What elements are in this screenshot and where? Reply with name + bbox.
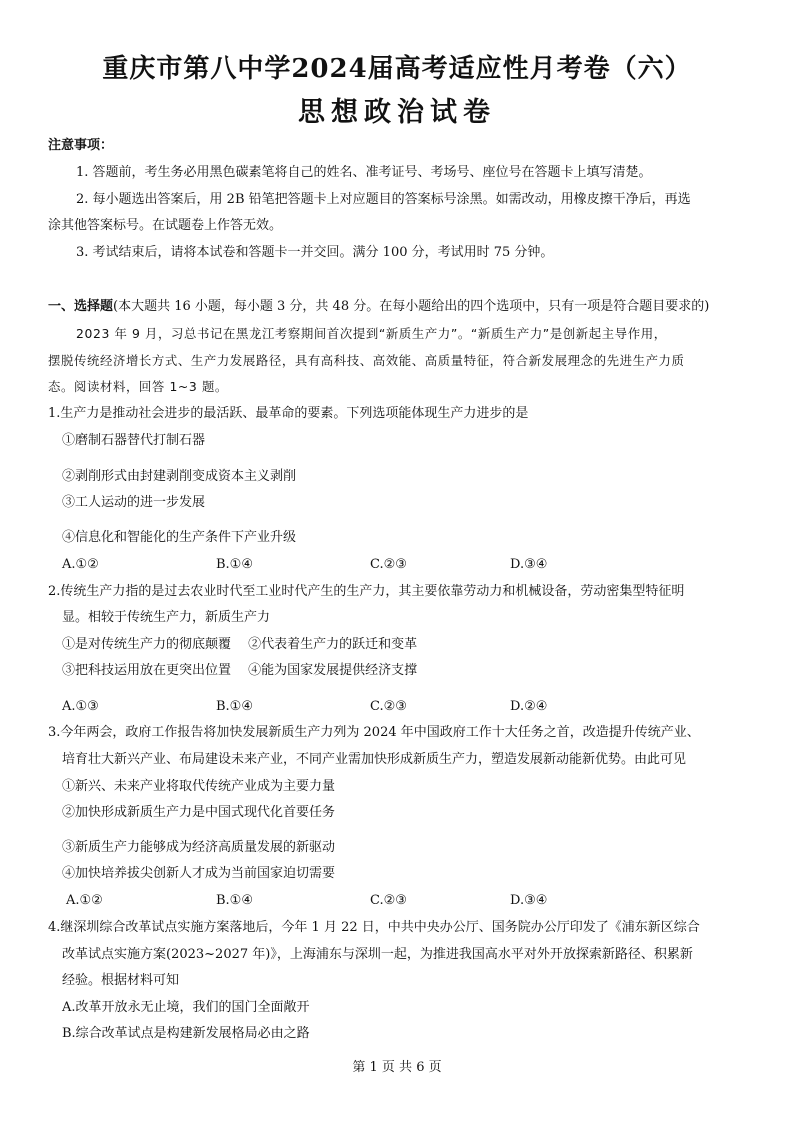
q1-option-4: ④信息化和智能化的生产条件下产业升级 — [62, 530, 297, 545]
q3-choice-c: C.②③ — [370, 893, 407, 908]
notice-item-2-line-2: 涂其他答案标号。在试题卷上作答无效。 — [48, 218, 283, 233]
q4-stem-line-2: 改革试点实施方案(2023~2027 年)》，上海浦东与深圳一起，为推进我国高水平对外开放探索新路径、积累新 — [62, 947, 693, 962]
q1-choice-a: A.①② — [62, 557, 99, 572]
q4-choice-b: B.综合改革试点是构建新发展格局必由之路 — [62, 1026, 310, 1041]
q4-stem-line-3: 经验。根据材料可知 — [62, 973, 180, 988]
q3-choice-b: B.①④ — [216, 893, 253, 908]
q2-options-1-2: ①是对传统生产力的彻底颠覆 ②代表着生产力的跃迁和变革 — [62, 637, 418, 652]
notice-item-1: 1. 答题前，考生务必用黑色碳素笔将自己的姓名、准考证号、考场号、座位号在答题卡上填写清楚。 — [76, 165, 652, 180]
q3-option-1: ①新兴、未来产业将取代传统产业成为主要力量 — [62, 779, 336, 794]
q3-choice-d: D.③④ — [510, 893, 548, 908]
material-line-2: 摆脱传统经济增长方式、生产力发展路径，具有高科技、高效能、高质量特征，符合新发展理念的先进生产力质 — [48, 353, 685, 368]
q2-stem-line-1: 2.传统生产力指的是过去农业时代至工业时代产生的生产力，其主要依靠劳动力和机械设备，劳动密集型特征明 — [48, 584, 685, 599]
notice-item-3: 3. 考试结束后，请将本试卷和答题卡一并交回。满分 100 分，考试用时 75 分钟。 — [76, 245, 554, 260]
q1-stem: 1.生产力是推动社会进步的最活跃、最革命的要素。下列选项能体现生产力进步的是 — [48, 406, 529, 421]
q1-choice-d: D.③④ — [510, 557, 548, 572]
notice-heading: 注意事项： — [48, 138, 114, 153]
exam-subject: 思想政治试卷 — [298, 97, 496, 128]
q2-stem-line-2: 显。相较于传统生产力，新质生产力 — [62, 610, 271, 625]
material-line-3: 态。阅读材料，回答 1~3 题。 — [48, 379, 228, 394]
q2-options-3-4: ③把科技运用放在更突出位置 ④能为国家发展提供经济支撑 — [62, 663, 418, 678]
q1-option-2: ②剥削形式由封建剥削变成资本主义剥削 — [62, 469, 297, 484]
q2-choice-b: B.①④ — [216, 699, 253, 714]
q1-option-1: ①磨制石器替代打制石器 — [62, 433, 206, 448]
q4-choice-a: A.改革开放永无止境，我们的国门全面敞开 — [62, 1000, 310, 1015]
q3-stem-line-2: 培育壮大新兴产业、布局建设未来产业，不同产业需加快形成新质生产力，塑造发展新动能新优势。由此可见 — [62, 752, 687, 767]
q4-stem-line-1: 4.继深圳综合改革试点实施方案落地后，今年 1 月 22 日，中共中央办公厅、国务院办公厅印发了《浦东新区综合 — [48, 920, 700, 935]
exam-title: 重庆市第八中学2024届高考适应性月考卷（六） — [102, 54, 692, 84]
q2-choice-c: C.②③ — [370, 699, 407, 714]
section-heading — [48, 297, 709, 317]
notice-item-2-line-1: 2. 每小题选出答案后，用 2B 铅笔把答题卡上对应题目的答案标号涂黑。如需改动，用橡皮擦干净后，再选 — [76, 192, 691, 207]
q1-choice-c: C.②③ — [370, 557, 407, 572]
q2-choice-a: A.①③ — [62, 699, 99, 714]
q3-choice-a: A.①② — [66, 893, 103, 908]
material-line-1: 2023 年 9 月，习总书记在黑龙江考察期间首次提到“新质生产力”。“新质生产力”是创新起主导作用， — [76, 326, 667, 341]
q3-option-4: ④加快培养拔尖创新人才成为当前国家迫切需要 — [62, 866, 336, 881]
section-heading-label: 一、选择题 — [48, 299, 114, 314]
page-number: 第 1 页 共 6 页 — [352, 1060, 442, 1075]
q3-option-3: ③新质生产力能够成为经济高质量发展的新驱动 — [62, 840, 336, 855]
q1-option-3: ③工人运动的进一步发展 — [62, 495, 206, 510]
q2-choice-d: D.②④ — [510, 699, 548, 714]
section-heading-desc: (本大题共 16 小题，每小题 3 分，共 48 分。在每小题给出的四个选项中，只有一项是符合题目要求的) — [113, 299, 710, 314]
q3-option-2: ②加快形成新质生产力是中国式现代化首要任务 — [62, 805, 336, 820]
q3-stem-line-1: 3.今年两会，政府工作报告将加快发展新质生产力列为 2024 年中国政府工作十大任务之首，改造提升传统产业、 — [48, 725, 700, 740]
q1-choice-b: B.①④ — [216, 557, 253, 572]
